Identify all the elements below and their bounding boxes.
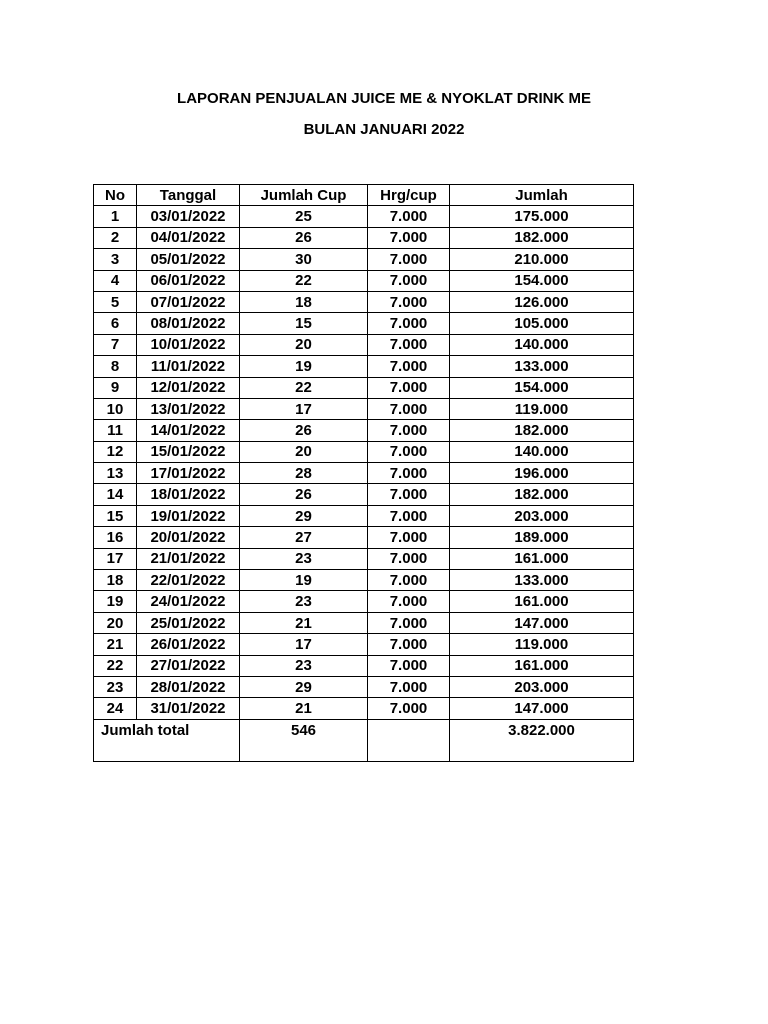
cell-jumlah-cup: 29 [240, 676, 368, 697]
cell-tanggal: 22/01/2022 [137, 570, 240, 591]
cell-jumlah: 133.000 [450, 570, 634, 591]
cell-no: 3 [94, 249, 137, 270]
cell-harga-per-cup: 7.000 [368, 676, 450, 697]
cell-tanggal: 18/01/2022 [137, 484, 240, 505]
table-row [94, 591, 634, 612]
cell-no: 13 [94, 463, 137, 484]
cell-tanggal: 11/01/2022 [137, 356, 240, 377]
cell-no: 7 [94, 334, 137, 355]
table-row [94, 377, 634, 398]
cell-jumlah: 182.000 [450, 484, 634, 505]
cell-harga-per-cup: 7.000 [368, 249, 450, 270]
cell-jumlah: 140.000 [450, 441, 634, 462]
cell-no: 14 [94, 484, 137, 505]
cell-harga-per-cup: 7.000 [368, 206, 450, 227]
report-title: LAPORAN PENJUALAN JUICE ME & NYOKLAT DRINK ME [177, 90, 591, 107]
table-row [94, 356, 634, 377]
header-jumlah: Jumlah [450, 185, 634, 206]
cell-harga-per-cup: 7.000 [368, 527, 450, 548]
cell-jumlah-cup: 22 [240, 270, 368, 291]
total-label: Jumlah total [94, 719, 240, 761]
cell-jumlah: 175.000 [450, 206, 634, 227]
cell-tanggal: 03/01/2022 [137, 206, 240, 227]
cell-no: 20 [94, 612, 137, 633]
report-subtitle: BULAN JANUARI 2022 [303, 121, 465, 138]
cell-tanggal: 25/01/2022 [137, 612, 240, 633]
cell-harga-per-cup: 7.000 [368, 441, 450, 462]
table-row [94, 227, 634, 248]
cell-jumlah-cup: 28 [240, 463, 368, 484]
cell-harga-per-cup: 7.000 [368, 227, 450, 248]
cell-harga-per-cup: 7.000 [368, 548, 450, 569]
cell-tanggal: 26/01/2022 [137, 634, 240, 655]
cell-no: 2 [94, 227, 137, 248]
cell-harga-per-cup: 7.000 [368, 484, 450, 505]
cell-harga-per-cup: 7.000 [368, 334, 450, 355]
header-harga-per-cup: Hrg/cup [368, 185, 450, 206]
cell-jumlah: 126.000 [450, 291, 634, 312]
cell-tanggal: 07/01/2022 [137, 291, 240, 312]
cell-jumlah-cup: 23 [240, 591, 368, 612]
cell-jumlah-cup: 26 [240, 420, 368, 441]
cell-tanggal: 17/01/2022 [137, 463, 240, 484]
cell-jumlah: 140.000 [450, 334, 634, 355]
cell-tanggal: 14/01/2022 [137, 420, 240, 441]
cell-jumlah: 182.000 [450, 227, 634, 248]
cell-jumlah: 119.000 [450, 634, 634, 655]
total-row [94, 719, 634, 761]
cell-tanggal: 24/01/2022 [137, 591, 240, 612]
cell-jumlah-cup: 20 [240, 334, 368, 355]
cell-harga-per-cup: 7.000 [368, 612, 450, 633]
cell-jumlah: 203.000 [450, 505, 634, 526]
cell-harga-per-cup: 7.000 [368, 570, 450, 591]
table-row [94, 527, 634, 548]
header-no: No [94, 185, 137, 206]
cell-tanggal: 10/01/2022 [137, 334, 240, 355]
cell-harga-per-cup: 7.000 [368, 698, 450, 719]
cell-tanggal: 27/01/2022 [137, 655, 240, 676]
cell-jumlah-cup: 23 [240, 548, 368, 569]
cell-tanggal: 12/01/2022 [137, 377, 240, 398]
cell-jumlah: 161.000 [450, 548, 634, 569]
cell-jumlah: 182.000 [450, 420, 634, 441]
table-row [94, 313, 634, 334]
cell-jumlah-cup: 19 [240, 356, 368, 377]
cell-no: 4 [94, 270, 137, 291]
cell-no: 1 [94, 206, 137, 227]
table-row [94, 291, 634, 312]
table-row [94, 249, 634, 270]
table-row [94, 505, 634, 526]
cell-no: 23 [94, 676, 137, 697]
cell-jumlah: 105.000 [450, 313, 634, 334]
cell-no: 15 [94, 505, 137, 526]
total-price [368, 719, 450, 761]
cell-jumlah: 154.000 [450, 270, 634, 291]
cell-no: 8 [94, 356, 137, 377]
cell-no: 12 [94, 441, 137, 462]
cell-jumlah-cup: 25 [240, 206, 368, 227]
table-row [94, 334, 634, 355]
cell-jumlah: 133.000 [450, 356, 634, 377]
cell-jumlah-cup: 22 [240, 377, 368, 398]
cell-jumlah: 210.000 [450, 249, 634, 270]
cell-harga-per-cup: 7.000 [368, 634, 450, 655]
cell-tanggal: 08/01/2022 [137, 313, 240, 334]
cell-harga-per-cup: 7.000 [368, 655, 450, 676]
cell-harga-per-cup: 7.000 [368, 591, 450, 612]
cell-jumlah-cup: 30 [240, 249, 368, 270]
cell-jumlah: 147.000 [450, 612, 634, 633]
table-row [94, 420, 634, 441]
cell-tanggal: 15/01/2022 [137, 441, 240, 462]
cell-harga-per-cup: 7.000 [368, 420, 450, 441]
cell-harga-per-cup: 7.000 [368, 377, 450, 398]
cell-no: 18 [94, 570, 137, 591]
cell-jumlah: 161.000 [450, 655, 634, 676]
cell-jumlah-cup: 26 [240, 227, 368, 248]
cell-jumlah: 189.000 [450, 527, 634, 548]
cell-no: 6 [94, 313, 137, 334]
cell-no: 19 [94, 591, 137, 612]
table-row [94, 398, 634, 419]
cell-tanggal: 21/01/2022 [137, 548, 240, 569]
table-row [94, 206, 634, 227]
cell-no: 5 [94, 291, 137, 312]
cell-jumlah-cup: 21 [240, 698, 368, 719]
cell-harga-per-cup: 7.000 [368, 270, 450, 291]
header-tanggal: Tanggal [137, 185, 240, 206]
cell-jumlah: 119.000 [450, 398, 634, 419]
cell-harga-per-cup: 7.000 [368, 291, 450, 312]
cell-harga-per-cup: 7.000 [368, 463, 450, 484]
cell-no: 16 [94, 527, 137, 548]
cell-no: 9 [94, 377, 137, 398]
total-cups: 546 [240, 719, 368, 761]
cell-jumlah-cup: 18 [240, 291, 368, 312]
cell-jumlah: 203.000 [450, 676, 634, 697]
sales-table [93, 184, 634, 762]
table-row [94, 612, 634, 633]
cell-jumlah-cup: 27 [240, 527, 368, 548]
cell-no: 10 [94, 398, 137, 419]
table-row [94, 698, 634, 719]
cell-tanggal: 28/01/2022 [137, 676, 240, 697]
cell-no: 22 [94, 655, 137, 676]
cell-tanggal: 19/01/2022 [137, 505, 240, 526]
cell-jumlah-cup: 23 [240, 655, 368, 676]
cell-no: 21 [94, 634, 137, 655]
cell-tanggal: 20/01/2022 [137, 527, 240, 548]
total-amount: 3.822.000 [450, 719, 634, 761]
cell-no: 11 [94, 420, 137, 441]
cell-jumlah-cup: 15 [240, 313, 368, 334]
cell-jumlah: 154.000 [450, 377, 634, 398]
cell-jumlah: 196.000 [450, 463, 634, 484]
cell-jumlah-cup: 17 [240, 634, 368, 655]
cell-jumlah-cup: 21 [240, 612, 368, 633]
cell-jumlah-cup: 20 [240, 441, 368, 462]
table-row [94, 655, 634, 676]
cell-tanggal: 13/01/2022 [137, 398, 240, 419]
cell-tanggal: 04/01/2022 [137, 227, 240, 248]
table-row [94, 270, 634, 291]
cell-tanggal: 06/01/2022 [137, 270, 240, 291]
table-row [94, 484, 634, 505]
table-header-row [94, 185, 634, 206]
header-jumlah-cup: Jumlah Cup [240, 185, 368, 206]
cell-harga-per-cup: 7.000 [368, 505, 450, 526]
table-row [94, 634, 634, 655]
table-row [94, 441, 634, 462]
cell-tanggal: 05/01/2022 [137, 249, 240, 270]
table-row [94, 570, 634, 591]
table-row [94, 676, 634, 697]
cell-harga-per-cup: 7.000 [368, 356, 450, 377]
cell-jumlah: 147.000 [450, 698, 634, 719]
cell-harga-per-cup: 7.000 [368, 398, 450, 419]
table-row [94, 463, 634, 484]
cell-tanggal: 31/01/2022 [137, 698, 240, 719]
cell-no: 17 [94, 548, 137, 569]
cell-jumlah: 161.000 [450, 591, 634, 612]
cell-no: 24 [94, 698, 137, 719]
cell-jumlah-cup: 29 [240, 505, 368, 526]
cell-jumlah-cup: 17 [240, 398, 368, 419]
cell-harga-per-cup: 7.000 [368, 313, 450, 334]
cell-jumlah-cup: 19 [240, 570, 368, 591]
table-row [94, 548, 634, 569]
cell-jumlah-cup: 26 [240, 484, 368, 505]
